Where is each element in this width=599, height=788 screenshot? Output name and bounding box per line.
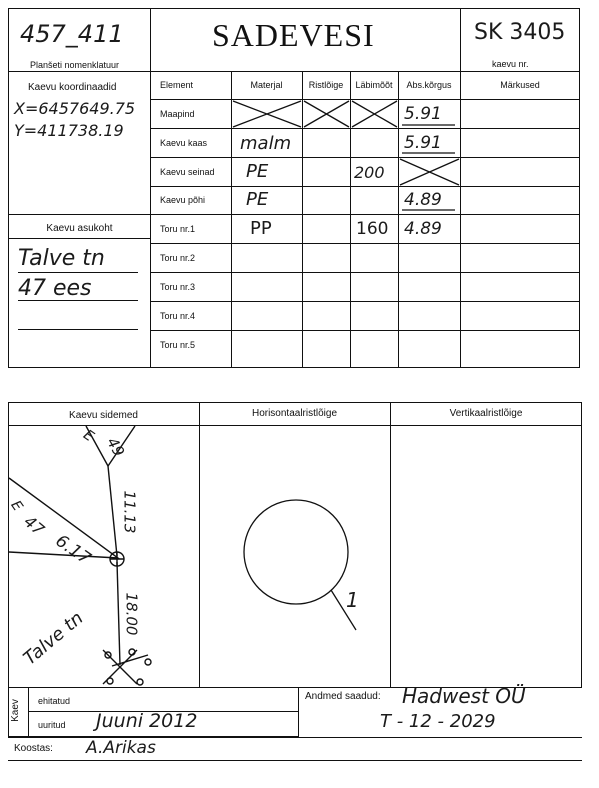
cell-pohi-abs: 4.89 (404, 190, 442, 210)
cell-seinad-materjal: PE (246, 161, 269, 182)
location-label: Kaevu asukoht (46, 223, 113, 234)
row-toru-5: Toru nr.5 (160, 340, 196, 350)
coords-x: X=6457649.75 (14, 99, 136, 118)
header-element: Element (160, 80, 194, 90)
andmed-value-2: T - 12 - 2029 (380, 711, 496, 732)
dist-b-label: 11.13 (120, 490, 139, 534)
andmed-value: Hadwest OÜ (402, 684, 526, 708)
cell-kaas-abs: 5.91 (404, 133, 442, 153)
uuritud-value: Juuni 2012 (96, 710, 198, 732)
pipe-number-label: 1 (346, 588, 359, 612)
uuritud-label: uuritud (38, 720, 66, 730)
header-ristloige: Ristlõige (308, 80, 344, 90)
dist-c-label: 18.00 (122, 592, 141, 636)
header-materjal: Materjal (250, 80, 283, 90)
location-line2: 47 ees (18, 276, 92, 301)
col-horisontaal: Horisontaalristlõige (251, 408, 338, 419)
andmed-label: Andmed saadud: (305, 691, 381, 702)
dist-a-label: 6.17 (51, 530, 95, 570)
cell-toru1-materjal: PP (250, 218, 272, 239)
cell-pohi-materjal: PE (246, 189, 269, 210)
e-top-label: E (80, 426, 97, 446)
kaevu-nr-label: kaevu nr. (492, 59, 529, 69)
header-labimoot: Läbimõõt (355, 80, 393, 90)
cell-maapind-abs: 5.91 (404, 104, 442, 124)
row-toru-3: Toru nr.3 (160, 282, 196, 292)
ehitatud-label: ehitatud (38, 696, 71, 706)
e-top-value: 49 (102, 434, 129, 460)
e-left-value: 47 (20, 511, 49, 540)
cell-toru1-abs: 4.89 (404, 219, 442, 239)
row-toru-2: Toru nr.2 (160, 253, 196, 263)
e-left-label: E (7, 497, 26, 515)
row-toru-4: Toru nr.4 (160, 311, 196, 321)
row-kaevu-pohi: Kaevu põhi (160, 195, 206, 205)
cell-seinad-labimoot: 200 (354, 163, 385, 182)
row-maapind: Maapind (160, 109, 195, 119)
cell-kaas-materjal: malm (240, 133, 292, 154)
koostas-label: Koostas: (14, 743, 53, 754)
cell-toru1-labimoot: 160 (356, 219, 389, 239)
coords-y: Y=411738.19 (14, 121, 124, 140)
col-vertikaal: Vertikaalristlõige (449, 408, 523, 419)
row-kaevu-kaas: Kaevu kaas (160, 138, 208, 148)
koostas-value: A.Arikas (86, 738, 156, 758)
header-markused: Märkused (500, 80, 540, 90)
kaev-label: Kaev (9, 699, 21, 722)
row-kaevu-seinad: Kaevu seinad (160, 167, 215, 177)
nomenklatuur-label: Planšeti nomenklatuur (30, 60, 120, 70)
row-toru-1: Toru nr.1 (160, 224, 196, 234)
col-kaevu-sidemed: Kaevu sidemed (69, 410, 138, 421)
page-title: SADEVESI (212, 17, 375, 53)
coords-label: Kaevu koordinaadid (28, 82, 117, 93)
manhole-section-circle (244, 500, 348, 604)
location-line1: Talve tn (18, 246, 105, 271)
street-label: Talve tn (19, 607, 88, 670)
kaevu-nr-value: SK 3405 (474, 20, 566, 45)
header-abs-korgus: Abs.kõrgus (406, 80, 452, 90)
nomenklatuur-value: 457_411 (20, 20, 124, 48)
